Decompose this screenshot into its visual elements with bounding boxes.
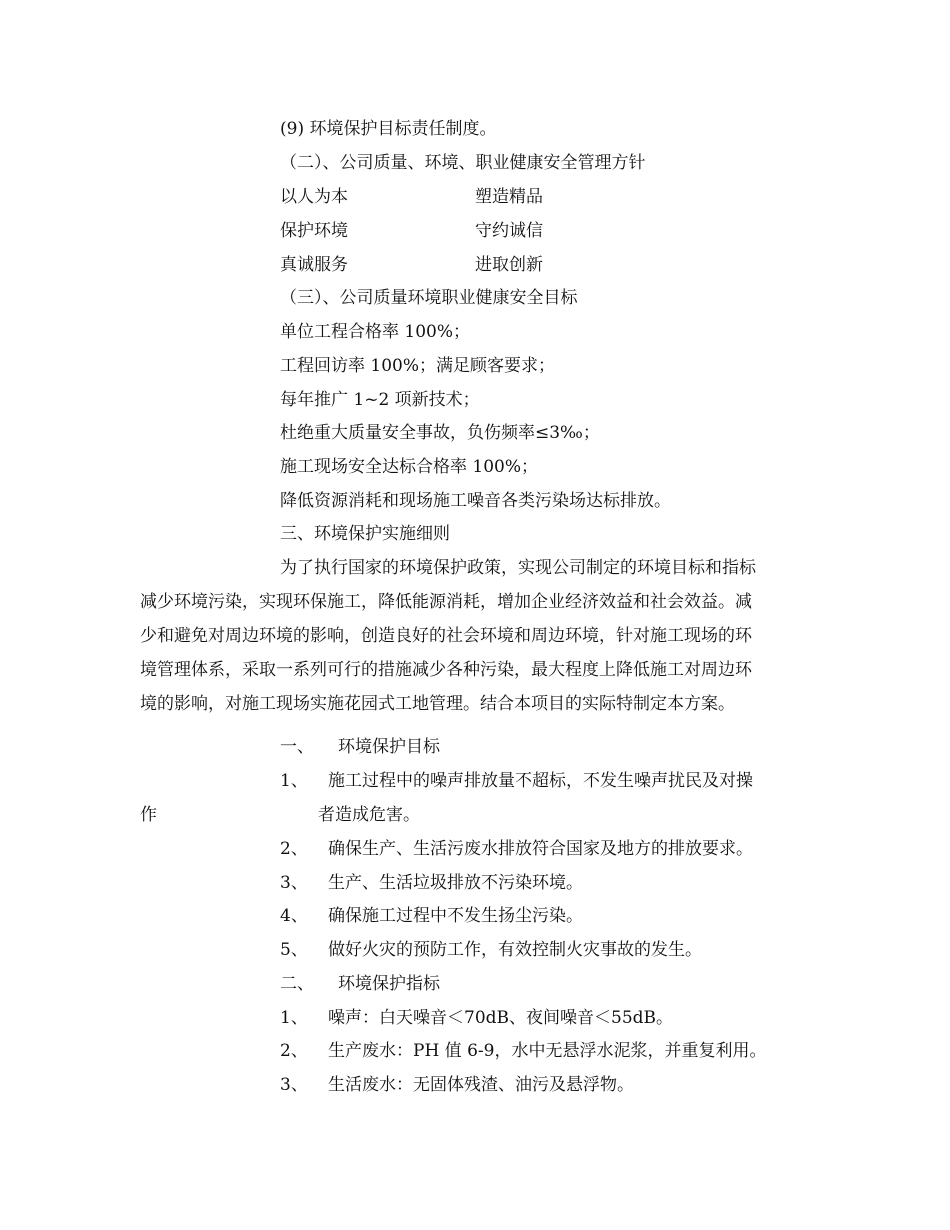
- paragraph-line: 为了执行国家的环境保护政策，实现公司制定的环境目标和指标: [280, 558, 756, 578]
- item-number: 2、: [280, 1041, 308, 1061]
- list-item-text: 做好火灾的预防工作，有效控制火灾事故的发生。: [328, 940, 702, 960]
- heading-implementation-rules: 三、环境保护实施细则: [280, 524, 450, 544]
- target-line: 工程回访率 100%；满足顾客要求；: [280, 356, 556, 376]
- paragraph-line: 境的影响，对施工现场实施花园式工地管理。结合本项目的实际特制定本方案。: [140, 694, 735, 714]
- policy-item: 以人为本: [280, 187, 348, 207]
- target-line: 单位工程合格率 100%；: [280, 322, 471, 342]
- section-number: 二、: [280, 974, 314, 994]
- section-title: 环境保护指标: [338, 974, 440, 994]
- item-number: 2、: [280, 839, 308, 859]
- target-line: 施工现场安全达标合格率 100%；: [280, 457, 539, 477]
- target-line: 杜绝重大质量安全事故，负伤频率≤3‰；: [280, 423, 600, 443]
- policy-item: 守约诚信: [475, 221, 543, 241]
- item-number: 4、: [280, 906, 308, 926]
- item-number: 1、: [280, 1008, 308, 1028]
- item-number: 5、: [280, 940, 308, 960]
- section-number: 一、: [280, 737, 314, 757]
- list-item-text: 生产、生活垃圾排放不污染环境。: [328, 873, 583, 893]
- paragraph-line: 少和避免对周边环境的影响，创造良好的社会环境和周边环境，针对施工现场的环: [140, 626, 752, 646]
- list-item-text: 确保生产、生活污废水排放符合国家及地方的排放要求。: [328, 839, 753, 859]
- list-item-text: 生活废水：无固体残渣、油污及悬浮物。: [328, 1075, 634, 1095]
- policy-item: 塑造精品: [475, 187, 543, 207]
- section-title: 环境保护目标: [338, 737, 440, 757]
- target-line: 每年推广 1~2 项新技术；: [280, 390, 480, 410]
- item-number: 1、: [280, 771, 308, 791]
- list-item-wrap-text: 者造成危害。: [318, 805, 420, 825]
- line-responsibility-system: (9) 环境保护目标责任制度。: [280, 119, 497, 139]
- policy-item: 进取创新: [475, 255, 543, 275]
- item-number: 3、: [280, 873, 308, 893]
- list-item-text: 噪声：白天噪音＜70dB、夜间噪音＜55dB。: [328, 1008, 674, 1028]
- heading-safety-targets: （三）、公司质量环境职业健康安全目标: [280, 288, 578, 308]
- policy-item: 真诚服务: [280, 255, 348, 275]
- list-item-text: 确保施工过程中不发生扬尘污染。: [328, 906, 583, 926]
- heading-management-policy: （二）、公司质量、环境、职业健康安全管理方针: [280, 153, 646, 173]
- paragraph-line: 减少环境污染，实现环保施工，降低能源消耗，增加企业经济效益和社会效益。减: [140, 592, 752, 612]
- item-number: 3、: [280, 1075, 308, 1095]
- list-item-wrap-text: 作: [140, 805, 157, 825]
- paragraph-line: 境管理体系，采取一系列可行的措施减少各种污染，最大程度上降低施工对周边环: [140, 660, 752, 680]
- list-item-text: 生产废水：PH 值 6-9，水中无悬浮水泥浆，并重复利用。: [328, 1041, 767, 1061]
- policy-item: 保护环境: [280, 221, 348, 241]
- target-line: 降低资源消耗和现场施工噪音各类污染场达标排放。: [280, 491, 671, 511]
- list-item-text: 施工过程中的噪声排放量不超标，不发生噪声扰民及对操: [328, 771, 753, 791]
